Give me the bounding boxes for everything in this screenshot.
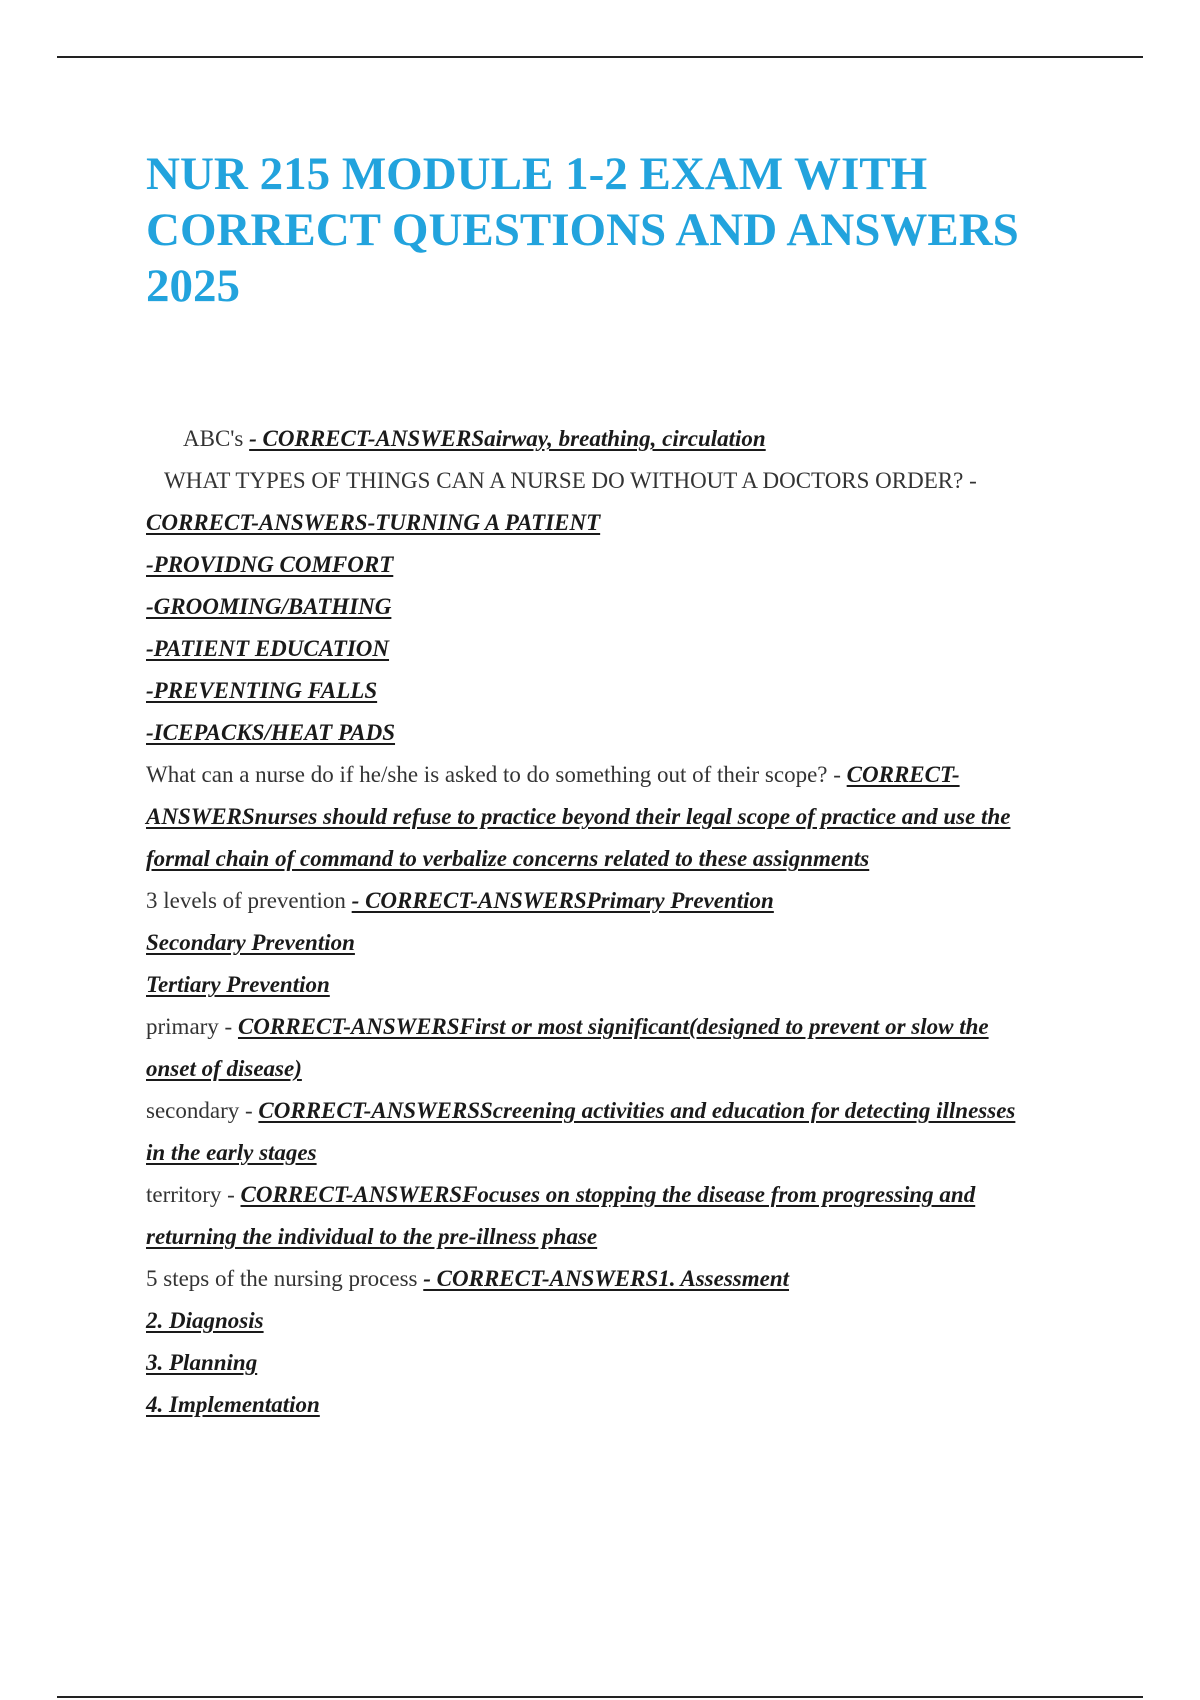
qa-line bbox=[146, 1009, 1106, 1051]
title-line: 2025 bbox=[146, 260, 240, 312]
question-text: What can a nurse do if he/she is asked to do something out of their scope? - bbox=[146, 762, 847, 787]
qa-line bbox=[146, 589, 1106, 631]
qa-line bbox=[146, 841, 1106, 883]
answer-text: CORRECT-ANSWERSScreening activities and education for detecting illnesses bbox=[258, 1098, 1016, 1123]
qa-line bbox=[146, 1345, 1106, 1387]
qa-line bbox=[146, 715, 1106, 757]
qa-line bbox=[146, 463, 1106, 505]
qa-line bbox=[146, 1051, 1106, 1093]
answer-text: - CORRECT-ANSWERSPrimary Prevention bbox=[351, 888, 774, 913]
answer-text: -GROOMING/BATHING bbox=[146, 594, 392, 619]
answer-text: Secondary Prevention bbox=[146, 930, 355, 955]
question-text: WHAT TYPES OF THINGS CAN A NURSE DO WITHOUT A DOCTORS ORDER? - bbox=[164, 468, 977, 493]
qa-line bbox=[146, 925, 1106, 967]
qa-line bbox=[146, 1135, 1106, 1177]
qa-line bbox=[146, 1303, 1106, 1345]
qa-line bbox=[146, 883, 1106, 925]
answer-text: CORRECT- bbox=[846, 762, 960, 787]
question-text: 3 levels of prevention bbox=[146, 888, 352, 913]
title-line: NUR 215 MODULE 1-2 EXAM WITH bbox=[146, 148, 928, 200]
qa-line bbox=[146, 631, 1106, 673]
answer-text: onset of disease) bbox=[146, 1056, 302, 1081]
answer-text: - CORRECT-ANSWERS1. Assessment bbox=[423, 1266, 790, 1291]
question-text: territory - bbox=[146, 1182, 241, 1207]
answer-text: -PATIENT EDUCATION bbox=[146, 636, 390, 661]
qa-line bbox=[146, 757, 1106, 799]
qa-content bbox=[146, 421, 1106, 1429]
qa-line bbox=[146, 1261, 1106, 1303]
answer-text: 3. Planning bbox=[146, 1350, 258, 1375]
answer-text: - CORRECT-ANSWERSairway, breathing, circulation bbox=[249, 426, 766, 451]
answer-text: in the early stages bbox=[146, 1140, 317, 1165]
answer-text: 2. Diagnosis bbox=[146, 1308, 264, 1333]
answer-text: formal chain of command to verbalize concerns related to these assignments bbox=[146, 846, 870, 871]
answer-text: ANSWERSnurses should refuse to practice beyond their legal scope of practice and use the bbox=[146, 804, 1011, 829]
answer-text: CORRECT-ANSWERSFirst or most significant(designed to prevent or slow the bbox=[237, 1014, 989, 1039]
answer-text: CORRECT-ANSWERSFocuses on stopping the disease from progressing and bbox=[240, 1182, 976, 1207]
qa-line bbox=[146, 673, 1106, 715]
answer-text: -ICEPACKS/HEAT PADS bbox=[146, 720, 396, 745]
answer-text: CORRECT-ANSWERS-TURNING A PATIENT bbox=[146, 510, 601, 535]
document-title bbox=[146, 146, 1096, 314]
qa-line bbox=[146, 421, 1106, 463]
question-text: 5 steps of the nursing process bbox=[146, 1266, 424, 1291]
title-line: CORRECT QUESTIONS AND ANSWERS bbox=[146, 204, 1019, 256]
question-text: primary - bbox=[146, 1014, 238, 1039]
question-text: ABC's bbox=[183, 426, 250, 451]
qa-line bbox=[146, 967, 1106, 1009]
qa-line bbox=[146, 799, 1106, 841]
answer-text: returning the individual to the pre-illness phase bbox=[146, 1224, 598, 1249]
qa-line bbox=[146, 547, 1106, 589]
qa-line bbox=[146, 1177, 1106, 1219]
qa-line bbox=[146, 1093, 1106, 1135]
qa-line bbox=[146, 1387, 1106, 1429]
qa-line bbox=[146, 1219, 1106, 1261]
answer-text: -PREVENTING FALLS bbox=[146, 678, 378, 703]
header-rule bbox=[57, 56, 1143, 58]
answer-text: -PROVIDNG COMFORT bbox=[146, 552, 394, 577]
qa-line bbox=[146, 505, 1106, 547]
footer-rule bbox=[57, 1696, 1143, 1698]
answer-text: Tertiary Prevention bbox=[146, 972, 330, 997]
answer-text: 4. Implementation bbox=[146, 1392, 320, 1417]
question-text: secondary - bbox=[146, 1098, 259, 1123]
